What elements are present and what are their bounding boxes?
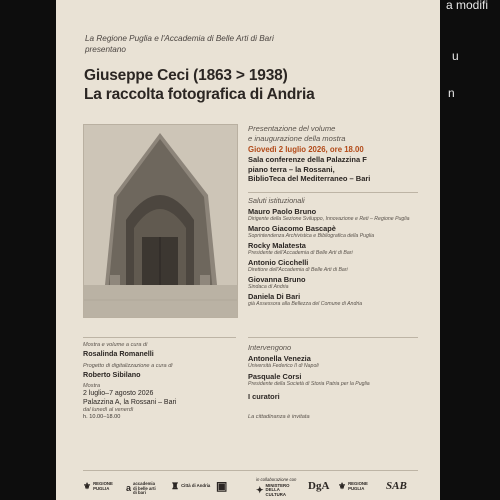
regione-logo-2: ⚜ REGIONE PUGLIA [338,481,368,492]
dga-logo: DgA [308,480,330,492]
poster-intro: La Regione Puglia e l'Accademia di Belle Arti di Bari presentano [85,34,274,54]
ministero-logo: in collaborazione con ✦ MINISTERO DELLA CULTURA [256,477,297,497]
saluti-person: Giovanna Bruno Sindaca di Andria [248,275,306,290]
saluti-person: Mauro Paolo Bruno Dirigente della Sezione Sviluppo, Innovazione e Reti – Regione Puglia [248,207,410,222]
intervengono-label: Intervengono [248,343,292,352]
background-text-1: a modifi [446,0,489,12]
regione-emblem-icon: ⚜ [338,481,347,492]
church-portal-photo [83,124,238,318]
andria-crest-icon: ♜ [171,481,180,491]
invite-text: La cittadinanza è invitata [248,414,310,420]
speaker: Pasquale Corsi Presidente della Società di Storia Patria per la Puglia [248,372,370,387]
library-logo [216,479,228,493]
event-date: Giovedì 2 luglio 2026, ore 18.00 [248,145,364,154]
saluti-person: Daniela Di Bari già Assessora alla Bellezza del Comune di Andria [248,292,363,307]
event-venue: Sala conferenze della Palazzina F piano terra – la Rossani, BiblioTeca del Mediterraneo – Bari [248,155,371,184]
poster-title: Giuseppe Ceci (1863 > 1938) La raccolta fotografica di Andria [84,67,315,103]
background-text-2: u [452,49,459,63]
background-text-3: n [448,86,455,100]
library-square-icon: ▣ [216,479,228,493]
ministero-star-icon: ✦ [256,484,264,495]
mostra-block: Mostra 2 luglio–7 agosto 2026 Palazzina A, la Rossani – Bari dal lunedì al venerdì h. 10.00–18.00 [83,383,177,420]
saluti-label: Saluti istituzionali [248,196,305,205]
event-label: Presentazione del volume e inaugurazione della mostra [248,124,346,143]
puglia-emblem-icon: ⚜ [83,481,92,492]
accademia-a-icon: a [126,483,132,494]
intervengono-list [248,354,436,401]
saluti-person: Antonio Cicchelli Direttore dell'Accademia di Belle Arti di Bari [248,258,348,273]
curators-block: Mostra e volume a cura di Rosalinda Romanelli Progetto di digitalizzazione a cura di Roberto Sibilano [83,342,173,379]
saluti-person: Rocky Malatesta Presidente dell'Accademia di Belle Arti di Bari [248,241,353,256]
saluti-person: Marco Giacomo Bascapè Soprintendenza Archivistica e Bibliografica della Puglia [248,224,375,239]
regione-puglia-logo: ⚜ REGIONE PUGLIA [83,481,113,492]
event-poster [56,0,440,500]
sab-logo: SAB [386,480,407,492]
andria-logo: ♜ Città di Andria [171,481,211,491]
accademia-logo: a accademia di belle arti di bari [126,481,156,496]
curators-speaker: I curatori [248,392,280,401]
logo-row [56,476,440,500]
saluti-list [248,207,436,308]
speaker: Antonella Venezia Università Federico II di Napoli [248,354,319,369]
